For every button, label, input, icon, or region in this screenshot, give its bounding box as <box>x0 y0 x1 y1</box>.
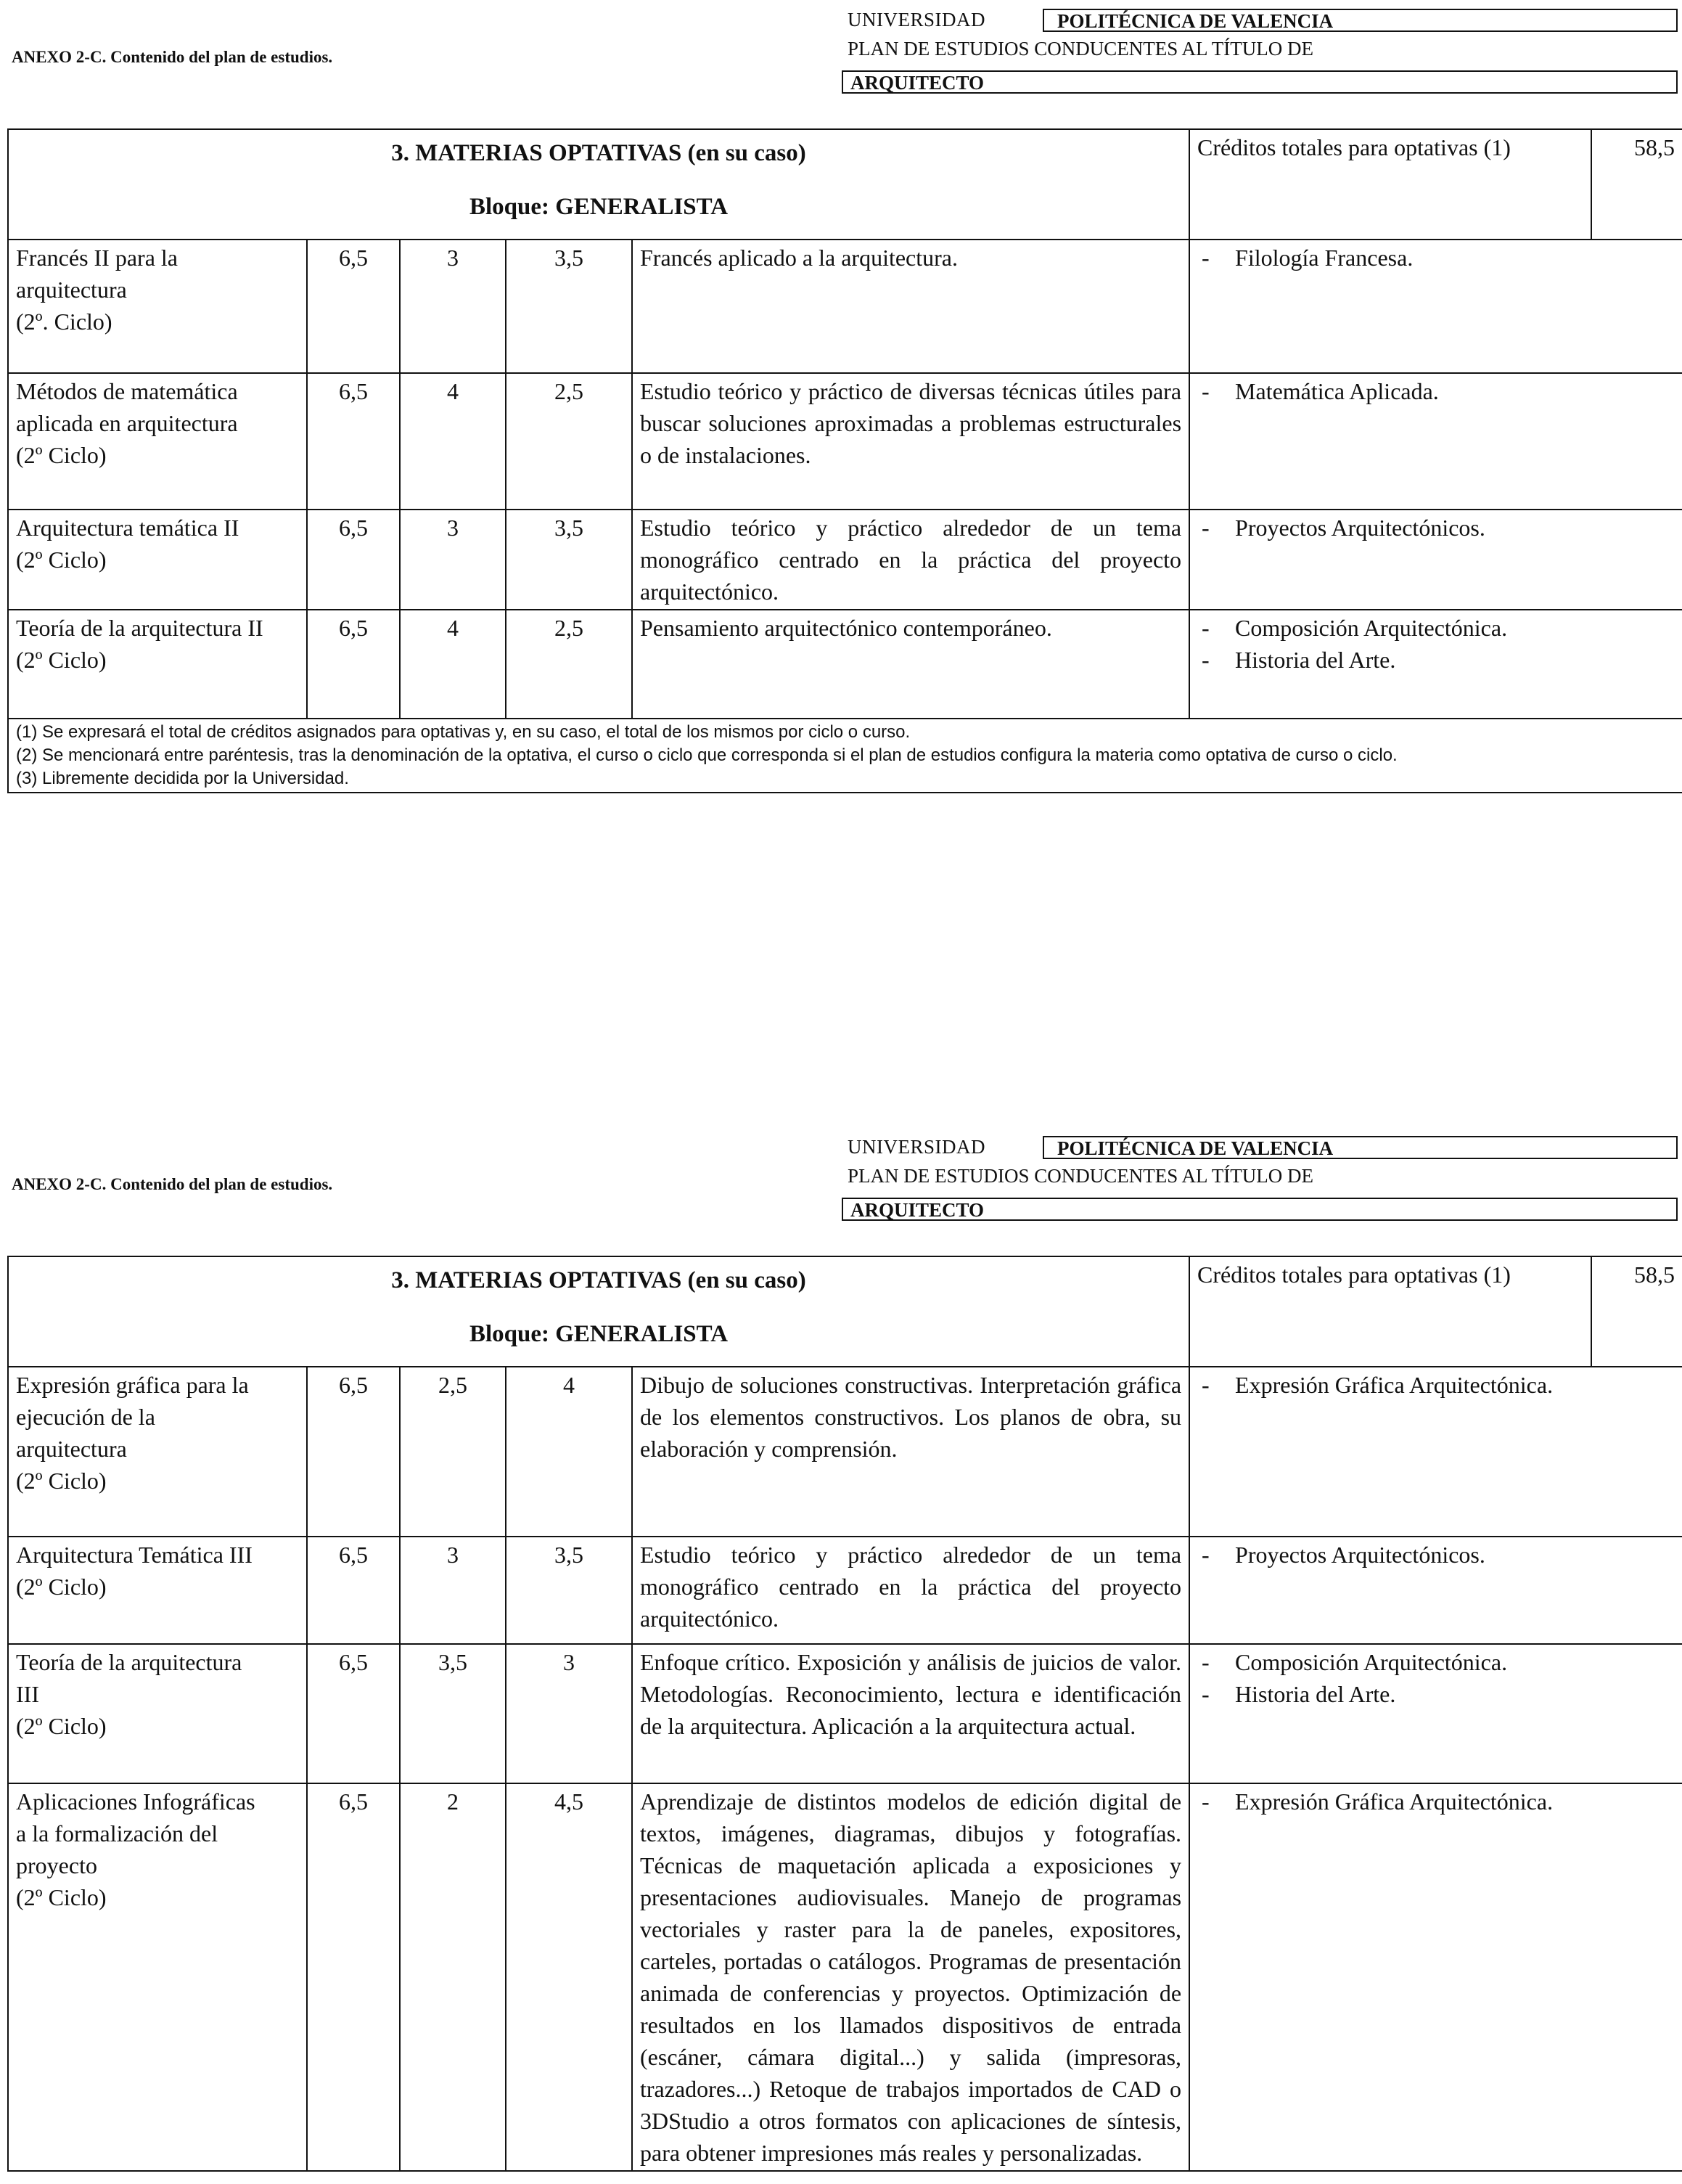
credits-label: Créditos totales para optativas (1) <box>1189 129 1591 240</box>
anexo-heading: ANEXO 2-C. Contenido del plan de estudios. <box>12 48 333 66</box>
plan-label: PLAN DE ESTUDIOS CONDUCENTES AL TÍTULO DE <box>848 38 1313 60</box>
universidad-value: POLITÉCNICA DE VALENCIA <box>1043 9 1678 32</box>
credits-theory: 2,5 <box>400 1367 506 1537</box>
credits-total: 6,5 <box>307 610 400 719</box>
table-row <box>8 1783 1682 2171</box>
footnote: (3) Libremente decidida por la Universidad. <box>16 769 349 788</box>
credits-value: 58,5 <box>1591 129 1682 240</box>
subject-description: Estudio teórico y práctico alrededor de un tema monográfico centrado en la práctica del proyecto arquitectónico. <box>632 510 1189 610</box>
table-row <box>8 510 1682 610</box>
credits-practice: 3,5 <box>506 1537 632 1644</box>
credits-theory: 4 <box>400 610 506 719</box>
credits-theory: 3 <box>400 510 506 610</box>
credits-total: 6,5 <box>307 1783 400 2171</box>
credits-total: 6,5 <box>307 240 400 373</box>
subject-description: Francés aplicado a la arquitectura. <box>632 240 1189 373</box>
plan-label: PLAN DE ESTUDIOS CONDUCENTES AL TÍTULO DE <box>848 1165 1313 1187</box>
subject-description: Enfoque crítico. Exposición y análisis de juicios de valor. Metodologías. Reconocimiento, lectura e identificación de la arquitectura. Aplicación a la arquitectura actual. <box>632 1644 1189 1783</box>
credits-total: 6,5 <box>307 1537 400 1644</box>
knowledge-areas: - Composición Arquitectónica. - Historia del Arte. <box>1189 610 1682 719</box>
footnote: (2) Se mencionará entre paréntesis, tras la denominación de la optativa, el curso o ciclo que corresponda si el plan de estudios configura la materia como optativa de curso o ciclo. <box>16 745 1398 765</box>
subject-name: Arquitectura temática II (2º Ciclo) <box>8 510 307 610</box>
block-title: Bloque: GENERALISTA <box>469 1321 729 1347</box>
anexo-heading: ANEXO 2-C. Contenido del plan de estudios. <box>12 1175 333 1193</box>
knowledge-areas: - Expresión Gráfica Arquitectónica. <box>1189 1783 1682 2171</box>
credits-practice: 4,5 <box>506 1783 632 2171</box>
subject-description: Estudio teórico y práctico de diversas técnicas útiles para buscar soluciones aproximadas a problemas estructurales o de instalaciones. <box>632 373 1189 510</box>
subject-name: Métodos de matemática aplicada en arquitectura (2º Ciclo) <box>8 373 307 510</box>
universidad-label: UNIVERSIDAD <box>848 1136 985 1158</box>
credits-total: 6,5 <box>307 510 400 610</box>
optativas-table <box>7 1256 1682 2172</box>
knowledge-areas: - Proyectos Arquitectónicos. <box>1189 510 1682 610</box>
credits-value: 58,5 <box>1591 1256 1682 1367</box>
table-row <box>8 373 1682 510</box>
credits-practice: 4 <box>506 1367 632 1537</box>
knowledge-areas: - Expresión Gráfica Arquitectónica. <box>1189 1367 1682 1537</box>
credits-practice: 3 <box>506 1644 632 1783</box>
credits-theory: 2 <box>400 1783 506 2171</box>
table-row <box>8 1644 1682 1783</box>
table-row <box>8 1537 1682 1644</box>
credits-theory: 3 <box>400 1537 506 1644</box>
knowledge-areas: - Proyectos Arquitectónicos. <box>1189 1537 1682 1644</box>
credits-theory: 3,5 <box>400 1644 506 1783</box>
credits-label: Créditos totales para optativas (1) <box>1189 1256 1591 1367</box>
credits-practice: 2,5 <box>506 373 632 510</box>
footnotes <box>8 719 1682 793</box>
optativas-table <box>7 128 1682 793</box>
knowledge-areas: - Matemática Aplicada. <box>1189 373 1682 510</box>
table-title: 3. MATERIAS OPTATIVAS (en su caso) <box>391 1267 806 1293</box>
subject-name: Francés II para la arquitectura (2º. Ciclo) <box>8 240 307 373</box>
titulo-value: ARQUITECTO <box>842 70 1678 94</box>
credits-theory: 3 <box>400 240 506 373</box>
credits-total: 6,5 <box>307 1644 400 1783</box>
credits-total: 6,5 <box>307 1367 400 1537</box>
table-header-row <box>8 129 1682 240</box>
table-row <box>8 1367 1682 1537</box>
table-row <box>8 240 1682 373</box>
table-title-cell <box>8 129 1189 240</box>
subject-name: Expresión gráfica para la ejecución de la arquitectura (2º Ciclo) <box>8 1367 307 1537</box>
knowledge-areas: - Filología Francesa. <box>1189 240 1682 373</box>
subject-name: Teoría de la arquitectura III (2º Ciclo) <box>8 1644 307 1783</box>
knowledge-areas: - Composición Arquitectónica. - Historia del Arte. <box>1189 1644 1682 1783</box>
universidad-value: POLITÉCNICA DE VALENCIA <box>1043 1136 1678 1159</box>
block-title: Bloque: GENERALISTA <box>469 194 729 220</box>
subject-description: Aprendizaje de distintos modelos de edición digital de textos, imágenes, diagramas, dibujos y fotografías. Técnicas de maquetación aplicada a exposiciones y presentaciones audiovisuales. Manejo de programas vectoriales y raster para la de paneles, expositores, carteles, portadas o catálogos. Programas de presentación animada de conferencias y proyectos. Optimización de resultados en los llamados dispositivos de entrada (escáner, cámara digital...) y salida (impresoras, trazadores...) Retoque de trabajos importados de CAD o 3DStudio a otros formatos con aplicaciones de síntesis, para obtener impresiones más reales y personalizadas. <box>632 1783 1189 2171</box>
credits-practice: 3,5 <box>506 240 632 373</box>
table-header-row <box>8 1256 1682 1367</box>
subject-description: Dibujo de soluciones constructivas. Interpretación gráfica de los elementos constructivos. Los planos de obra, su elaboración y comprensión. <box>632 1367 1189 1537</box>
subject-description: Pensamiento arquitectónico contemporáneo. <box>632 610 1189 719</box>
titulo-value: ARQUITECTO <box>842 1198 1678 1221</box>
universidad-label: UNIVERSIDAD <box>848 9 985 30</box>
table-title: 3. MATERIAS OPTATIVAS (en su caso) <box>391 140 806 166</box>
table-row <box>8 610 1682 719</box>
notes-row <box>8 719 1682 793</box>
subject-description: Estudio teórico y práctico alrededor de un tema monográfico centrado en la práctica del proyecto arquitectónico. <box>632 1537 1189 1644</box>
credits-practice: 2,5 <box>506 610 632 719</box>
credits-total: 6,5 <box>307 373 400 510</box>
footnote: (1) Se expresará el total de créditos asignados para optativas y, en su caso, el total de los mismos por ciclo o curso. <box>16 722 911 742</box>
subject-name: Aplicaciones Infográficas a la formalización del proyecto (2º Ciclo) <box>8 1783 307 2171</box>
credits-theory: 4 <box>400 373 506 510</box>
credits-practice: 3,5 <box>506 510 632 610</box>
subject-name: Arquitectura Temática III (2º Ciclo) <box>8 1537 307 1644</box>
table-title-cell <box>8 1256 1189 1367</box>
subject-name: Teoría de la arquitectura II (2º Ciclo) <box>8 610 307 719</box>
